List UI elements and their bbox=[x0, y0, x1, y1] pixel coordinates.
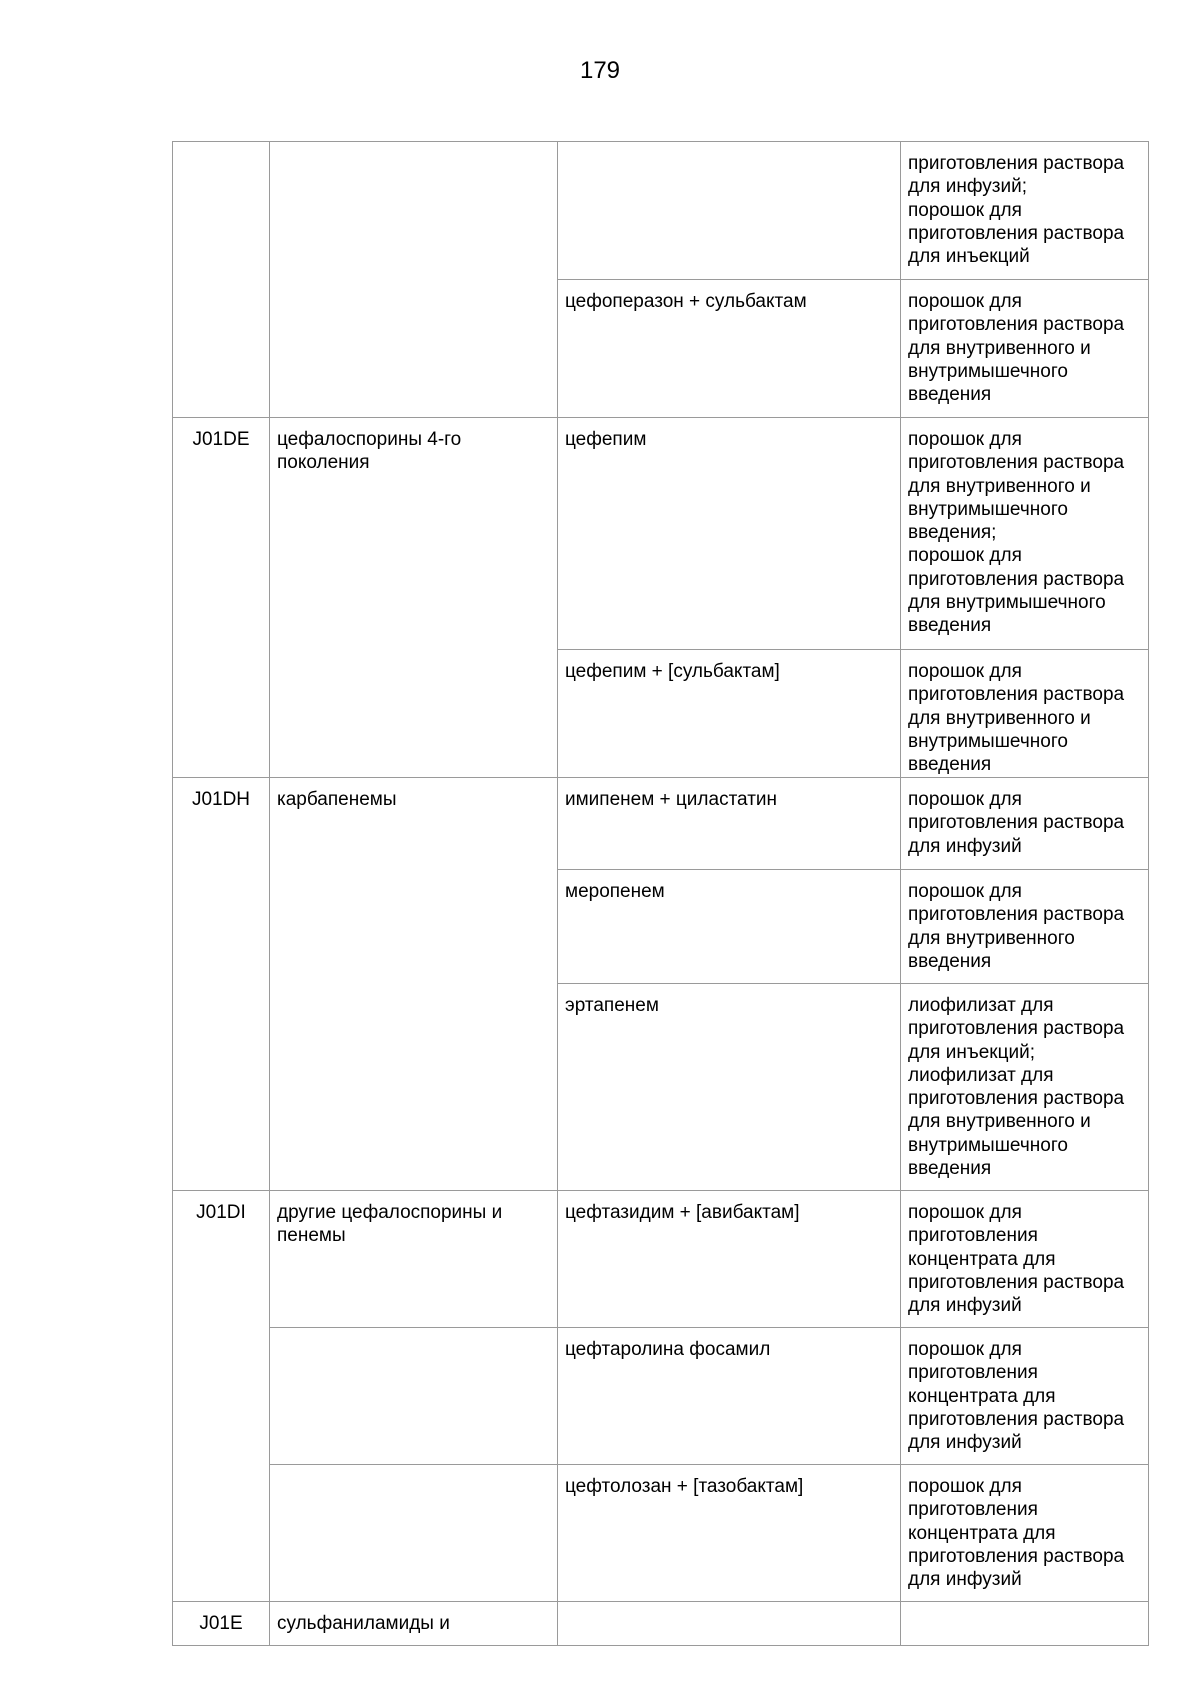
group-cell: сульфаниламиды и bbox=[270, 1602, 558, 1646]
drug-cell bbox=[558, 142, 901, 280]
form-cell: приготовления раствора для инфузий; порошок для приготовления раствора для инъекций bbox=[901, 142, 1149, 280]
atc-code-cell: J01E bbox=[173, 1602, 270, 1646]
table-row bbox=[173, 142, 1149, 280]
form-cell: порошок для приготовления раствора для внутривенного и внутримышечного введения; порошок для приготовления раствора для внутримышечного введения bbox=[901, 418, 1149, 650]
form-cell: порошок для приготовления концентрата для приготовления раствора для инфузий bbox=[901, 1191, 1149, 1328]
page-number: 179 bbox=[579, 57, 621, 84]
drug-cell: имипенем + циластатин bbox=[558, 778, 901, 870]
table-row bbox=[173, 1191, 1149, 1328]
drug-cell bbox=[558, 1602, 901, 1646]
group-cell: цефалоспорины 4-го поколения bbox=[270, 418, 558, 778]
form-cell: порошок для приготовления раствора для внутривенного и внутримышечного введения bbox=[901, 280, 1149, 418]
form-cell: лиофилизат для приготовления раствора для инъекций; лиофилизат для приготовления раствора для внутривенного и внутримышечного введения bbox=[901, 984, 1149, 1191]
group-cell bbox=[270, 142, 558, 418]
table-row bbox=[173, 1328, 1149, 1465]
drug-cell: цефтаролина фосамил bbox=[558, 1328, 901, 1465]
form-cell bbox=[901, 1602, 1149, 1646]
drug-cell: цефепим bbox=[558, 418, 901, 650]
drug-cell: цефепим + [сульбактам] bbox=[558, 650, 901, 778]
table-row bbox=[173, 1602, 1149, 1646]
table-row bbox=[173, 418, 1149, 650]
atc-code-cell bbox=[173, 1465, 270, 1602]
form-cell: порошок для приготовления концентрата для приготовления раствора для инфузий bbox=[901, 1465, 1149, 1602]
form-cell: порошок для приготовления раствора для внутривенного введения bbox=[901, 870, 1149, 984]
atc-code-cell: J01DI bbox=[173, 1191, 270, 1328]
form-cell: порошок для приготовления раствора для внутривенного и внутримышечного введения bbox=[901, 650, 1149, 778]
atc-code-cell bbox=[173, 1328, 270, 1465]
drug-table bbox=[172, 141, 1149, 1646]
drug-cell: эртапенем bbox=[558, 984, 901, 1191]
group-cell bbox=[270, 1465, 558, 1602]
group-cell: карбапенемы bbox=[270, 778, 558, 1191]
group-cell: другие цефалоспорины и пенемы bbox=[270, 1191, 558, 1328]
table-row bbox=[173, 778, 1149, 870]
atc-code-cell bbox=[173, 142, 270, 418]
form-cell: порошок для приготовления концентрата для приготовления раствора для инфузий bbox=[901, 1328, 1149, 1465]
drug-cell: меропенем bbox=[558, 870, 901, 984]
table-row bbox=[173, 1465, 1149, 1602]
drug-cell: цефтазидим + [авибактам] bbox=[558, 1191, 901, 1328]
atc-code-cell: J01DE bbox=[173, 418, 270, 778]
atc-code-cell: J01DH bbox=[173, 778, 270, 1191]
drug-cell: цефоперазон + сульбактам bbox=[558, 280, 901, 418]
drug-cell: цефтолозан + [тазобактам] bbox=[558, 1465, 901, 1602]
group-cell bbox=[270, 1328, 558, 1465]
form-cell: порошок для приготовления раствора для инфузий bbox=[901, 778, 1149, 870]
